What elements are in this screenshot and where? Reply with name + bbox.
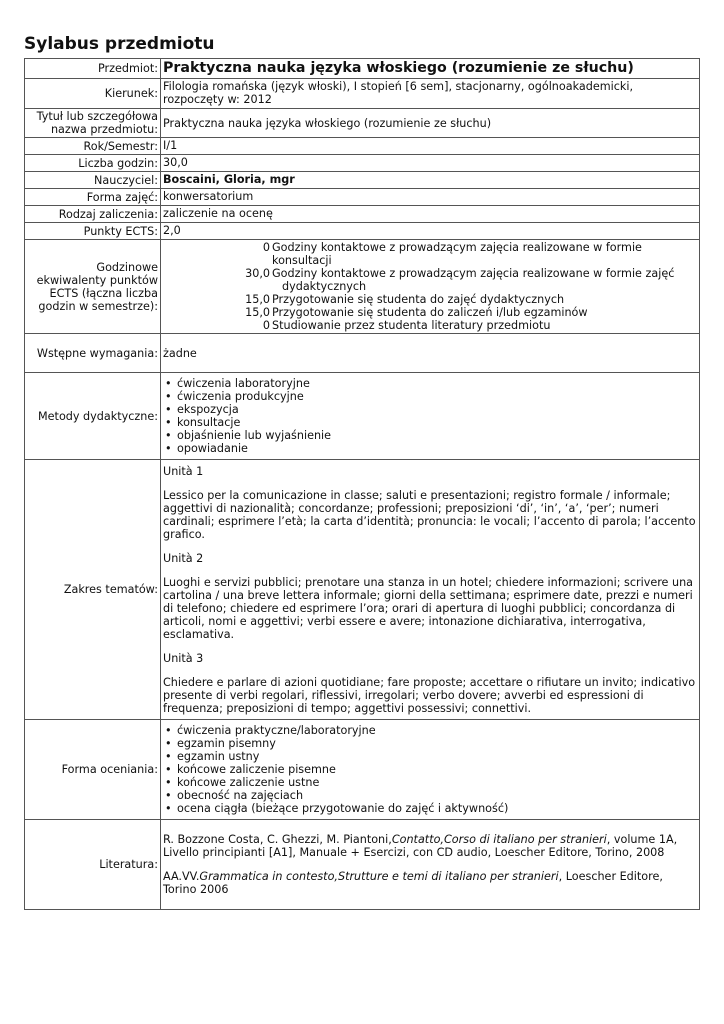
ects-item <box>163 319 697 332</box>
label-ekwiwalenty: Godzinowe ekwiwalenty punktów ECTS (łączna liczba godzin w semestrze): <box>25 240 161 334</box>
list-item: • opowiadanie <box>163 442 697 455</box>
list-item: • egzamin ustny <box>163 750 697 763</box>
label-forma: Forma zajęć: <box>25 189 161 206</box>
row-godziny <box>25 155 700 172</box>
list-item: • obecność na zajęciach <box>163 789 697 802</box>
list-item: • egzamin pisemny <box>163 737 697 750</box>
ects-text: Przygotowanie się studenta do zajęć dydaktycznych <box>272 293 565 306</box>
row-forma <box>25 189 700 206</box>
label-godziny: Liczba godzin: <box>25 155 161 172</box>
metody-list <box>163 377 697 455</box>
label-nauczyciel: Nauczyciel: <box>25 172 161 189</box>
value-literatura <box>161 820 700 910</box>
row-kierunek <box>25 79 700 109</box>
value-godziny: 30,0 <box>161 155 700 172</box>
label-przedmiot: Przedmiot: <box>25 59 161 79</box>
ects-item <box>163 267 697 293</box>
syllabus-table <box>24 58 700 910</box>
row-przedmiot <box>25 59 700 79</box>
value-rok: I/1 <box>161 138 700 155</box>
label-wymagania: Wstępne wymagania: <box>25 334 161 373</box>
unit-2-title: Unità 2 <box>163 551 204 565</box>
value-zakres <box>161 460 700 720</box>
ects-hours: 15,0 <box>245 293 270 306</box>
label-ocenianie: Forma oceniania: <box>25 720 161 820</box>
row-tytul <box>25 109 700 138</box>
ects-hours: 0 <box>262 241 270 254</box>
row-ects <box>25 223 700 240</box>
label-rok: Rok/Semestr: <box>25 138 161 155</box>
literature-ref-1: R. Bozzone Costa, C. Ghezzi, M. Piantoni,Contatto,Corso di italiano per stranieri, volume 1A, Livello principianti [A1], Manuale + Esercizi, con CD audio, Loescher Editore, Torino, 2008 <box>163 833 678 859</box>
unit-3-title: Unità 3 <box>163 651 204 665</box>
list-item: • końcowe zaliczenie ustne <box>163 776 697 789</box>
unit-1-text: Lessico per la comunicazione in classe; saluti e presentazioni; registro formale / informale; aggettivi di nazionalità; concordanze; professioni; preposizioni ‘di’, ‘in’, ‘a’, ‘per’; numeri cardinali; esprimere l’età; la carta d’identità; pronuncia: le vocali; l’accento di parola; l’accento grafico. <box>163 488 696 541</box>
ects-hours: 0 <box>262 319 270 332</box>
row-literatura <box>25 820 700 910</box>
label-zakres: Zakres tematów: <box>25 460 161 720</box>
value-tytul: Praktyczna nauka języka włoskiego (rozumienie ze słuchu) <box>161 109 700 138</box>
label-tytul: Tytuł lub szczegółowa nazwa przedmiotu: <box>25 109 161 138</box>
list-item: • końcowe zaliczenie pisemne <box>163 763 697 776</box>
unit-3-text: Chiedere e parlare di azioni quotidiane; fare proposte; accettare o rifiutare un invito; indicativo presente di verbi regolari, riflessivi, irregolari; verbo dovere; avverbi ed espressioni di frequenza; preposizioni di tempo; aggettivi possessivi; connettivi. <box>163 675 696 715</box>
value-kierunek: Filologia romańska (język włoski), I stopień [6 sem], stacjonarny, ogólnoakademicki, rozpoczęty w: 2012 <box>161 79 700 109</box>
ects-text: Przygotowanie się studenta do zaliczeń i/lub egzaminów <box>272 306 588 319</box>
list-item: • ocena ciągła (bieżące przygotowanie do zajęć i aktywność) <box>163 802 697 815</box>
value-ects: 2,0 <box>161 223 700 240</box>
value-nauczyciel: Boscaini, Gloria, mgr <box>161 172 700 189</box>
row-zaliczenie <box>25 206 700 223</box>
ects-item <box>163 306 697 319</box>
literature-ref-2: AA.VV.Grammatica in contesto,Strutture e temi di italiano per stranieri, Loescher Editore, Torino 2006 <box>163 870 663 896</box>
list-item: • ćwiczenia praktyczne/laboratoryjne <box>163 724 697 737</box>
list-item: • ćwiczenia laboratoryjne <box>163 377 697 390</box>
ects-text: Godziny kontaktowe z prowadzącym zajęcia realizowane w formie konsultacji <box>272 241 642 267</box>
ects-item <box>163 241 697 267</box>
label-ects: Punkty ECTS: <box>25 223 161 240</box>
list-item: • konsultacje <box>163 416 697 429</box>
list-item: • objaśnienie lub wyjaśnienie <box>163 429 697 442</box>
ects-text: Godziny kontaktowe z prowadzącym zajęcia realizowane w formie zajęć dydaktycznych <box>272 267 675 293</box>
value-przedmiot: Praktyczna nauka języka włoskiego (rozumienie ze słuchu) <box>161 59 700 79</box>
row-ocenianie <box>25 720 700 820</box>
ects-hours: 30,0 <box>245 267 270 280</box>
ects-text: Studiowanie przez studenta literatury przedmiotu <box>272 319 551 332</box>
label-kierunek: Kierunek: <box>25 79 161 109</box>
row-zakres <box>25 460 700 720</box>
row-wymagania <box>25 334 700 373</box>
ects-hours: 15,0 <box>245 306 270 319</box>
label-metody: Metody dydaktyczne: <box>25 373 161 460</box>
row-rok <box>25 138 700 155</box>
row-ekwiwalenty <box>25 240 700 334</box>
value-wymagania: żadne <box>161 334 700 373</box>
value-ocenianie <box>161 720 700 820</box>
value-ekwiwalenty <box>161 240 700 334</box>
unit-2-text: Luoghi e servizi pubblici; prenotare una stanza in un hotel; chiedere informazioni; scrivere una cartolina / una breve lettera informale; giorni della settimana; esprimere date, prezzi e numeri di telefono; chiedere ed esprimere l’ora; orari di apertura di luoghi pubblici; concordanza di articoli, nomi e aggettivi; verbi essere e avere; intonazione dichiarativa, interrogativa, esclamativa. <box>163 575 694 641</box>
ects-item <box>163 293 697 306</box>
unit-1-title: Unità 1 <box>163 464 204 478</box>
list-item: • ćwiczenia produkcyjne <box>163 390 697 403</box>
row-metody <box>25 373 700 460</box>
row-nauczyciel <box>25 172 700 189</box>
value-forma: konwersatorium <box>161 189 700 206</box>
value-zaliczenie: zaliczenie na ocenę <box>161 206 700 223</box>
ocenianie-list <box>163 724 697 815</box>
value-metody <box>161 373 700 460</box>
label-zaliczenie: Rodzaj zaliczenia: <box>25 206 161 223</box>
list-item: • ekspozycja <box>163 403 697 416</box>
label-literatura: Literatura: <box>25 820 161 910</box>
page-title: Sylabus przedmiotu <box>24 34 215 54</box>
